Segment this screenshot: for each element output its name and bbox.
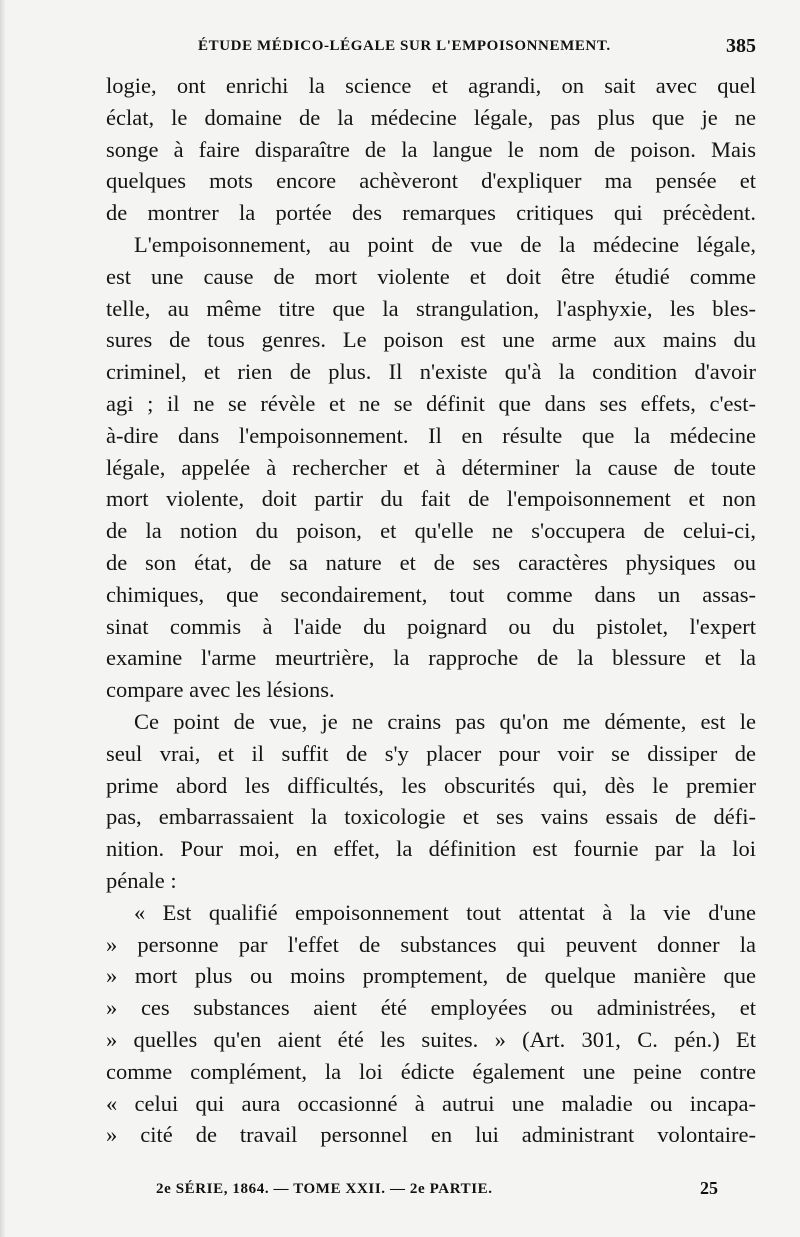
text-line: quelques mots encore achèveront d'expliquer ma pensée et: [106, 168, 756, 194]
quote-line: » quelles qu'en aient été les suites. » (Art. 301, C. pén.) Et: [106, 1026, 756, 1052]
page-edge-shadow: [0, 0, 6, 1237]
page-header: [106, 36, 756, 62]
text-line: Ce point de vue, je ne crains pas qu'on me démente, est le: [134, 708, 756, 734]
quote-line: » mort plus ou moins promptement, de quelque manière que: [106, 963, 756, 989]
sheet-number: 25: [700, 1178, 718, 1198]
running-title: ÉTUDE MÉDICO-LÉGALE SUR L'EMPOISONNEMENT.: [198, 38, 611, 54]
text-line: agi ; il ne se révèle et ne se définit que dans ses effets, c'est-: [106, 390, 756, 416]
text-line: de montrer la portée des remarques critiques qui précèdent.: [106, 200, 756, 226]
text-line: mort violente, doit partir du fait de l'empoisonnement et non: [106, 486, 756, 512]
text-line: à-dire dans l'empoisonnement. Il en résulte que la médecine: [106, 422, 756, 448]
text-line: sures de tous genres. Le poison est une arme aux mains du: [106, 327, 756, 353]
text-line: compare avec les lésions.: [106, 677, 335, 703]
text-line: de son état, de sa nature et de ses caractères physiques ou: [106, 549, 756, 575]
text-line: telle, au même titre que la strangulation, l'asphyxie, les bles-: [106, 295, 756, 321]
text-line: éclat, le domaine de la médecine légale, pas plus que je ne: [106, 104, 756, 130]
text-line: comme complément, la loi édicte également une peine contre: [106, 1058, 756, 1084]
text-line: chimiques, que secondairement, tout comme dans un assas-: [106, 581, 756, 607]
text-line: est une cause de mort violente et doit être étudié comme: [106, 263, 756, 289]
text-line: logie, ont enrichi la science et agrandi, on sait avec quel: [106, 73, 756, 98]
quote-line: « Est qualifié empoisonnement tout attentat à la vie d'une: [134, 899, 756, 925]
quote-line: » personne par l'effet de substances qui peuvent donner la: [106, 931, 756, 957]
text-line: L'empoisonnement, au point de vue de la médecine légale,: [134, 231, 756, 257]
text-line: légale, appelée à rechercher et à déterminer la cause de toute: [106, 454, 756, 480]
text-line: pas, embarrassaient la toxicologie et ses vains essais de défi-: [106, 804, 756, 830]
text-line: songe à faire disparaître de la langue le nom de poison. Mais: [106, 136, 756, 162]
text-line: sinat commis à l'aide du poignard ou du pistolet, l'expert: [106, 613, 756, 639]
text-line: nition. Pour moi, en effet, la définition est fournie par la loi: [106, 836, 756, 862]
quote-line: » cité de travail personnel en lui administrant volontaire-: [106, 1122, 756, 1148]
page-number: 385: [726, 35, 756, 57]
text-line: prime abord les difficultés, les obscurités qui, dès le premier: [106, 772, 756, 798]
text-line: de la notion du poison, et qu'elle ne s'occupera de celui-ci,: [106, 518, 756, 544]
text-line: seul vrai, et il suffit de s'y placer pour voir se dissiper de: [106, 740, 756, 766]
printer-signature: 2e SÉRIE, 1864. — TOME XXII. — 2e PARTIE.: [156, 1181, 493, 1197]
text-line: criminel, et rien de plus. Il n'existe qu'à la condition d'avoir: [106, 359, 756, 385]
body-text: [106, 70, 756, 1151]
quote-line: « celui qui aura occasionné à autrui une maladie ou incapa-: [106, 1090, 756, 1116]
quote-line: » ces substances aient été employées ou administrées, et: [106, 995, 756, 1021]
page-footer: [106, 1178, 756, 1204]
text-line: examine l'arme meurtrière, la rapproche de la blessure et la: [106, 645, 756, 671]
text-line: pénale :: [106, 867, 177, 893]
